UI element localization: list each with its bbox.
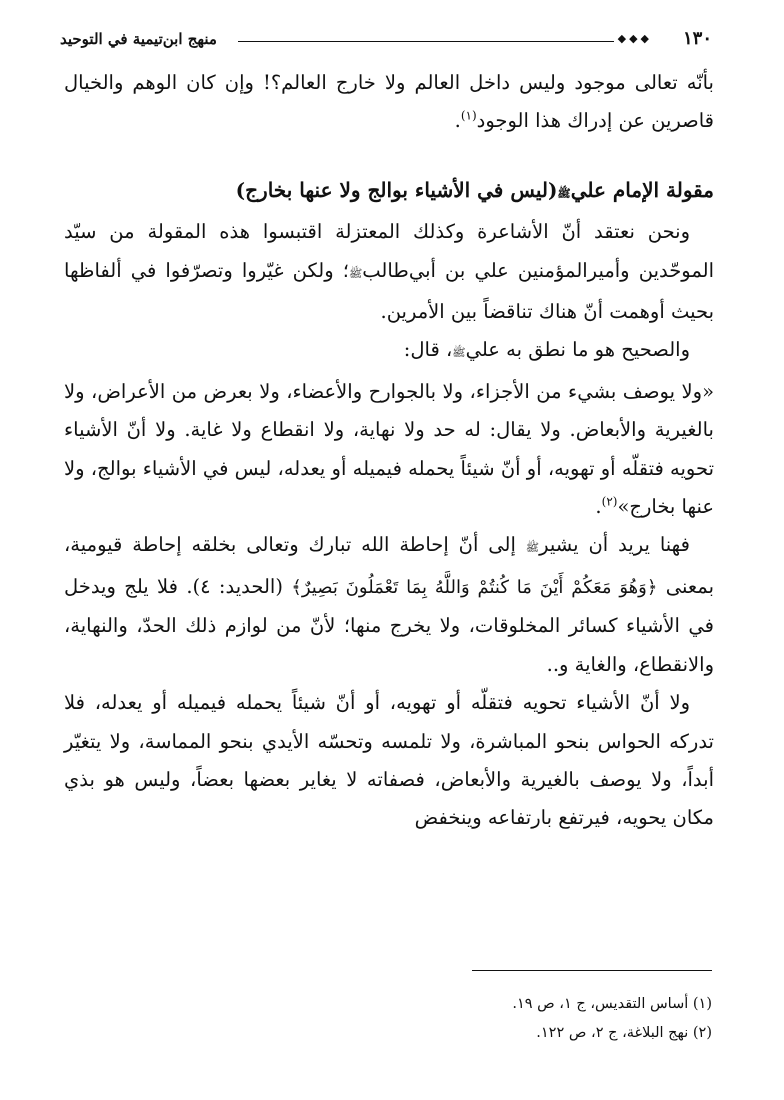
page-number: ١٣٠ <box>682 28 712 49</box>
honorific-icon: ﷺ <box>348 266 363 280</box>
page-header <box>60 28 712 54</box>
header-rule <box>238 32 652 45</box>
paragraph-4: فهنا يريد أن يشيرﷺ إلى أنّ إحاطة الله تبارك وتعالى بخلقه إحاطة قيومية، بمعنى ﴿وَهُوَ مَعَكُمْ أَيْنَ مَا كُنتُمْ وَاللَّهُ بِمَا تَعْمَلُونَ بَصِيرٌ﴾ (الحديد: ٤). فلا يلج ويدخل في الأشياء كسائر المخلوقات، ولا يخرج منها؛ لأنّ من لوازم ذلك الحدّ، والنهاية، والانقطاع، والغاية و.. <box>64 533 714 676</box>
footnote-ref-1[interactable]: (١) <box>460 108 477 123</box>
paragraph-5: ولا أنّ الأشياء تحويه فتقلّه أو تهويه، أو أنّ شيئاً يحمله فيميله أو يعدله، فلا تدركه الحواس بنحو المباشرة، ولا تلمسه وتحسّه الأيدي بنحو المماسة، ولا يتغيّر أبداً، ولا يوصف بالغيرية والأبعاض، فصفاته لا يغاير بعضها بعضاً، وليس هو بذي مكان يحويه، فيرتفع بارتفاعه وينخفض <box>64 691 714 830</box>
quran-reference: (الحديد: ٤). <box>186 574 283 598</box>
footnote-1: (١) أساس التقديس، ج ١، ص ١٩. <box>512 996 712 1012</box>
honorific-icon: ﷺ <box>452 346 466 360</box>
footnote-separator <box>472 970 712 971</box>
ornament-diamonds-icon: ◆◆◆ <box>614 32 652 45</box>
honorific-icon: ﷺ <box>525 541 540 555</box>
page-body <box>64 64 714 838</box>
footnote-ref-2[interactable]: (٢) <box>601 494 618 509</box>
section-heading: مقولة الإمام عليﷺ(ليس في الأشياء بوالج ولا عنها بخارج) <box>235 177 714 202</box>
honorific-icon: ﷺ <box>557 186 571 200</box>
paragraph-2: ونحن نعتقد أنّ الأشاعرة وكذلك المعتزلة اقتبسوا هذه المقولة من سيّد الموحّدين وأميرالمؤمنين علي بن أبي‌طالبﷺ؛ ولكن غيّروا وتصرّفوا في ألفاظها بحيث أوهمت أنّ هناك تناقضاً بين الأمرين. <box>64 220 714 324</box>
running-title: منهج ابن‌تيمية في التوحيد <box>60 30 217 48</box>
paragraph-1: بأنّه تعالى موجود وليس داخل العالم ولا خارج العالم؟! وإن كان الوهم والخيال قاصرين عن إدراك هذا الوجود$^{(١)}$. <box>64 71 714 133</box>
quran-verse: ﴿وَهُوَ مَعَكُمْ أَيْنَ مَا كُنتُمْ وَاللَّهُ بِمَا تَعْمَلُونَ بَصِيرٌ﴾ <box>291 576 658 598</box>
footnotes <box>112 990 712 1048</box>
paragraph-3: والصحيح هو ما نطق به عليﷺ، قال: <box>403 338 690 362</box>
footnote-2: (٢) نهج البلاغة، ج ٢، ص ١٢٢. <box>536 1025 712 1041</box>
quotation: «ولا يوصف بشيء من الأجزاء، ولا بالجوارح والأعضاء، ولا بعرض من الأعراض، ولا بالغيرية والأبعاض. ولا يقال: له حد ولا نهاية، ولا انقطاع ولا غاية. ولا أنّ الأشياء تحويه فتقلّه أو تهويه، أو أنّ شيئاً يحمله فيميله أو يعدله، ليس في الأشياء بوالج، ولا عنها بخارج»$^{(٢)}$. <box>64 379 714 519</box>
